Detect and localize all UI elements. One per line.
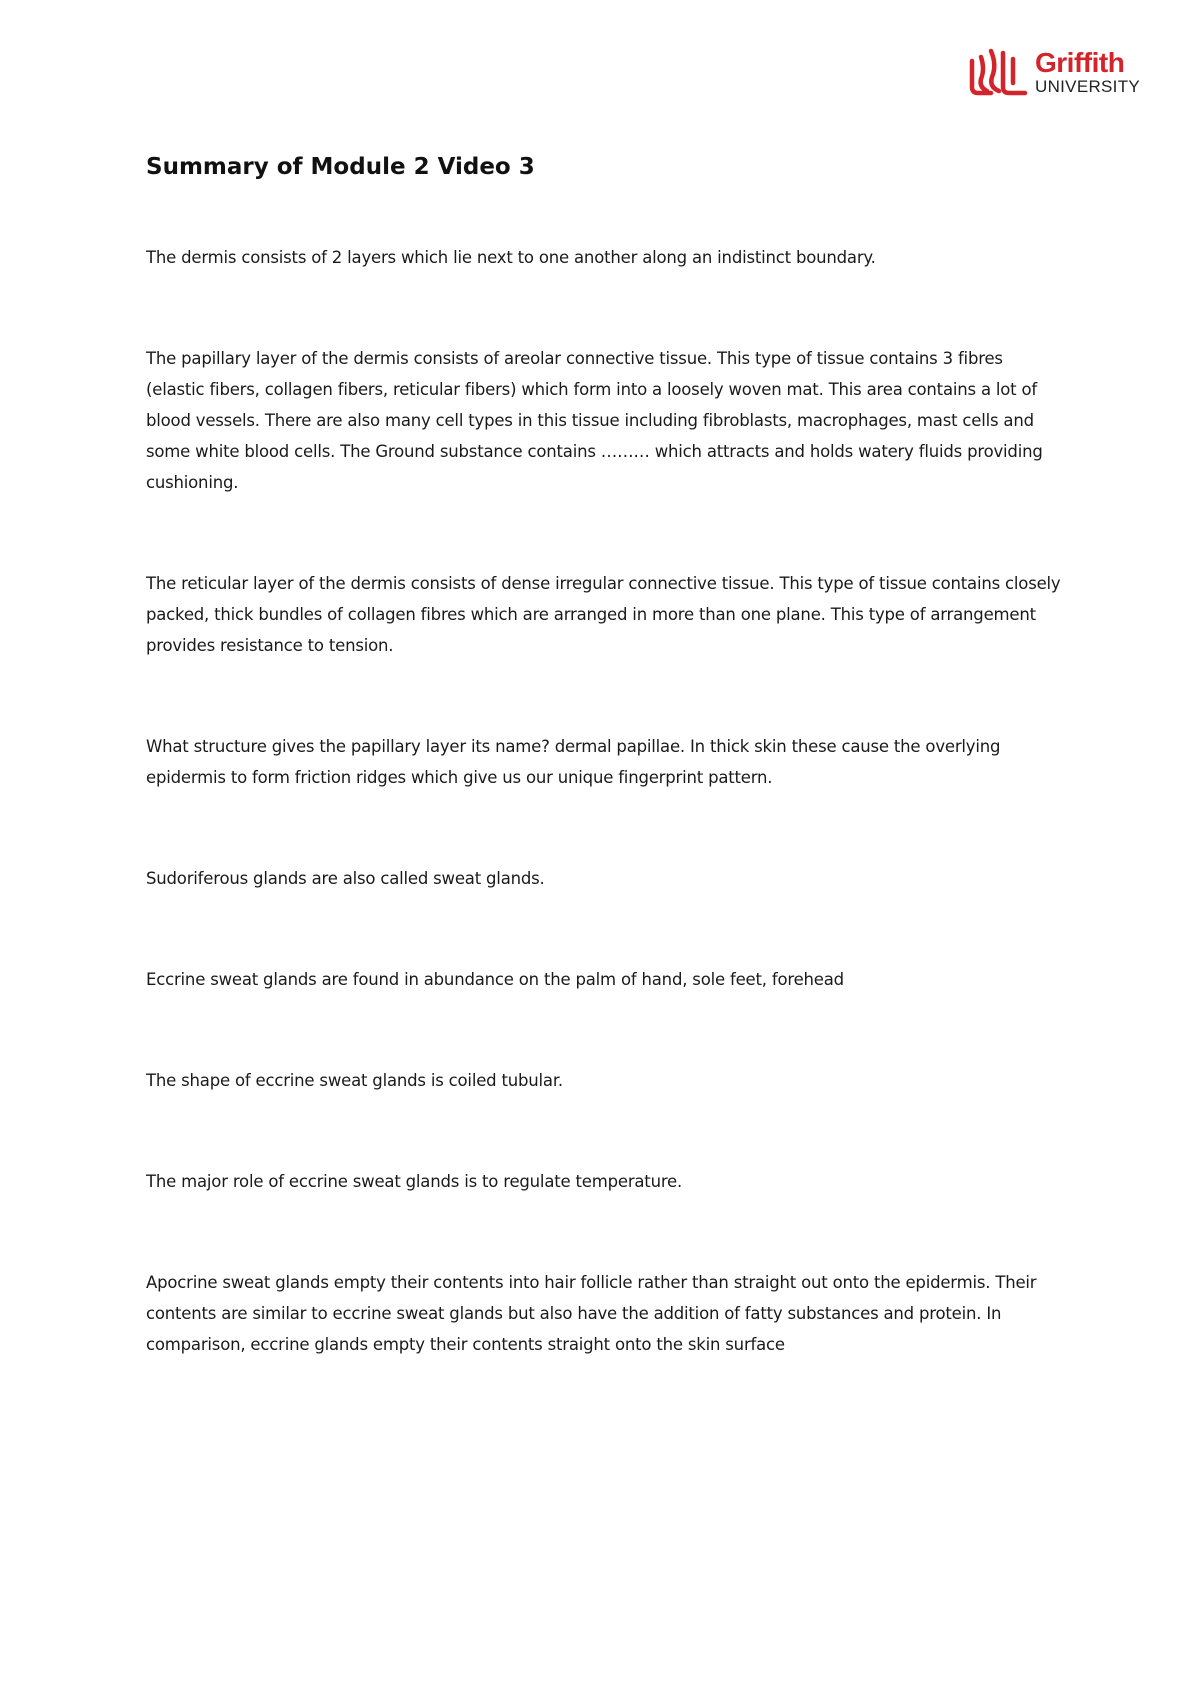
logo-name: Griffith [1035, 47, 1125, 78]
document-title: Summary of Module 2 Video 3 [146, 154, 535, 180]
paragraph-eccrine-shape: The shape of eccrine sweat glands is coiled tubular. [146, 1071, 563, 1090]
paragraph-papillary-layer: The papillary layer of the dermis consists of areolar connective tissue. This type of tissue contains 3 fibres (elastic fibers, collagen fibers, reticular fibers) which form into a loosely woven mat. This area contains a lot of blood vessels. There are also many cell types in this tissue including fibroblasts, macrophages, mast cells and some white blood cells. The Ground substance contains ……… which attracts and holds watery fluids providing cushioning. [146, 349, 1043, 492]
griffith-flame-icon [967, 47, 1031, 97]
paragraph-eccrine-location: Eccrine sweat glands are found in abundance on the palm of hand, sole feet, forehead [146, 970, 844, 989]
logo-subtitle: UNIVERSITY [1035, 77, 1141, 96]
paragraph-eccrine-role: The major role of eccrine sweat glands is to regulate temperature. [146, 1172, 683, 1191]
paragraph-apocrine-glands: Apocrine sweat glands empty their contents into hair follicle rather than straight out onto the epidermis. Their contents are similar to eccrine sweat glands but also have the addition of fatty substances and protein. In comparison, eccrine glands empty their contents straight onto the skin surface [146, 1273, 1037, 1354]
paragraph-dermal-papillae: What structure gives the papillary layer its name? dermal papillae. In thick skin these cause the overlying epidermis to form friction ridges which give us our unique fingerprint pattern. [146, 737, 1001, 787]
paragraph-reticular-layer: The reticular layer of the dermis consists of dense irregular connective tissue. This type of tissue contains closely packed, thick bundles of collagen fibres which are arranged in more than one plane. This type of arrangement provides resistance to tension. [146, 574, 1061, 655]
university-logo [967, 46, 1147, 98]
document-body [146, 150, 1066, 1430]
paragraph-sudoriferous-glands: Sudoriferous glands are also called sweat glands. [146, 869, 545, 888]
paragraph-dermis-layers: The dermis consists of 2 layers which lie next to one another along an indistinct boundary. [146, 248, 876, 267]
